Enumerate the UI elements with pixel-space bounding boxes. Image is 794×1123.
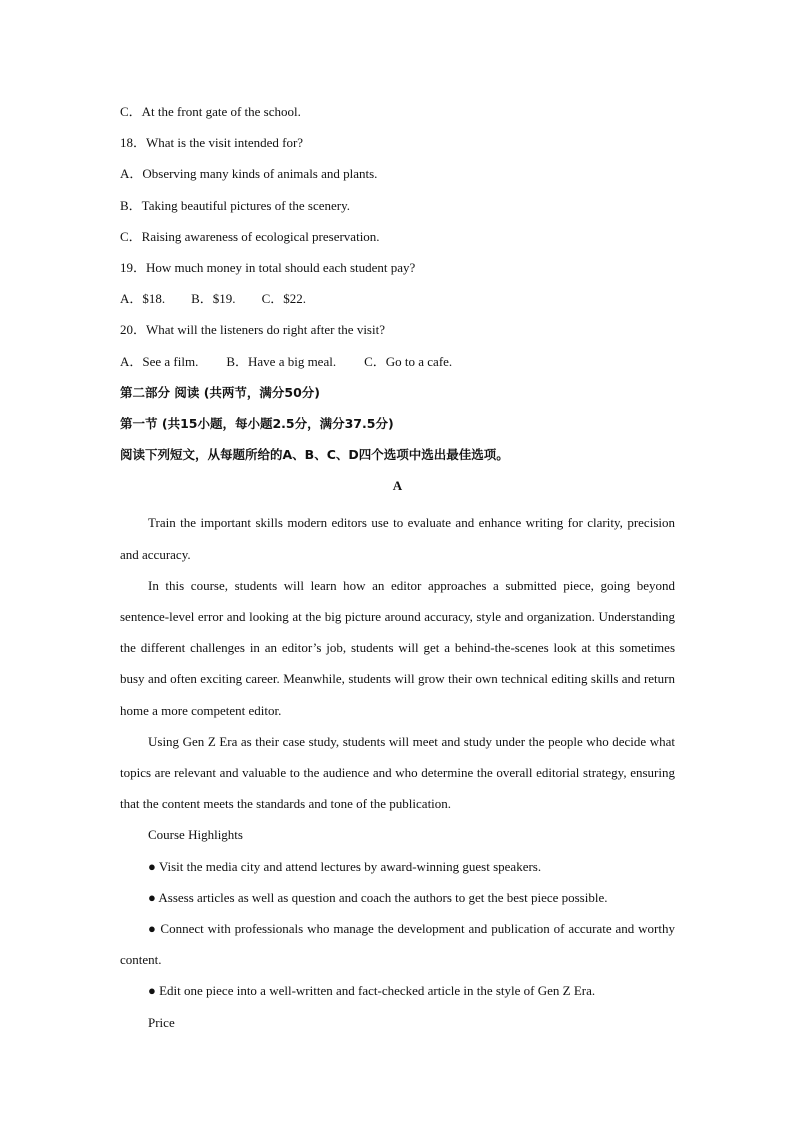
q20-option-c: C．Go to a cafe.: [364, 353, 453, 369]
q19-option-a: A．$18.: [120, 291, 166, 307]
highlight-item: ● Visit the media city and attend lectures by award-winning guest speakers.: [148, 858, 542, 874]
reading-part-heading: 第二部分 阅读 (共两节，满分50分): [120, 384, 321, 400]
q20-option-a: A．See a film.: [120, 353, 199, 369]
q20-options: [120, 352, 675, 383]
q18-option-b: B．Taking beautiful pictures of the scenery.: [120, 197, 351, 213]
passage-paragraph-2: In this course, students will learn how an editor approaches a submitted piece, going beyond sentence-level error and looking at the big picture around accuracy, style and organization. Understanding the different challenges in an editor’s job, students will get a behind-the-scenes look at this sometimes busy and often exciting career. Meanwhile, students will grow their own technical editing skills and return home a more competent editor.: [120, 577, 675, 718]
q19-option-b: B．$19.: [191, 291, 236, 307]
passage-paragraph-3: Using Gen Z Era as their case study, students will meet and study under the people who decide what topics are relevant and valuable to the audience and who determine the overall editorial strategy, ensuring that the content meets the standards and tone of the publication.: [120, 733, 675, 812]
q18-question: 18．What is the visit intended for?: [120, 135, 304, 151]
highlight-item: ● Assess articles as well as question and coach the authors to get the best piece possible.: [148, 889, 608, 905]
price-heading: Price: [148, 1014, 175, 1030]
passage-label: A: [392, 478, 403, 494]
q18-option-c: C．Raising awareness of ecological preservation.: [120, 228, 380, 244]
passage-paragraph-1: Train the important skills modern editors use to evaluate and enhance writing for clarity, precision and accuracy.: [120, 515, 675, 562]
q20-option-b: B．Have a big meal.: [226, 353, 337, 369]
q18-option-a: A．Observing many kinds of animals and plants.: [120, 166, 378, 182]
reading-instruction: 阅读下列短文，从每题所给的A、B、C、D四个选项中选出最佳选项。: [120, 447, 509, 463]
highlights-heading: Course Highlights: [148, 827, 243, 843]
q20-question: 20．What will the listeners do right after the visit?: [120, 322, 385, 338]
q17-option-c: C．At the front gate of the school.: [120, 104, 301, 119]
highlight-item: ● Connect with professionals who manage the development and publication of accurate and worthy content.: [120, 921, 675, 968]
q19-option-c: C．$22.: [261, 291, 306, 307]
reading-section-heading: 第一节 (共15小题，每小题2.5分，满分37.5分): [120, 415, 394, 431]
q19-question: 19．How much money in total should each student pay?: [120, 259, 416, 275]
highlight-item: ● Edit one piece into a well-written and fact-checked article in the style of Gen Z Era.: [148, 983, 596, 999]
q19-options: [120, 289, 675, 320]
page-content: [120, 102, 675, 1038]
